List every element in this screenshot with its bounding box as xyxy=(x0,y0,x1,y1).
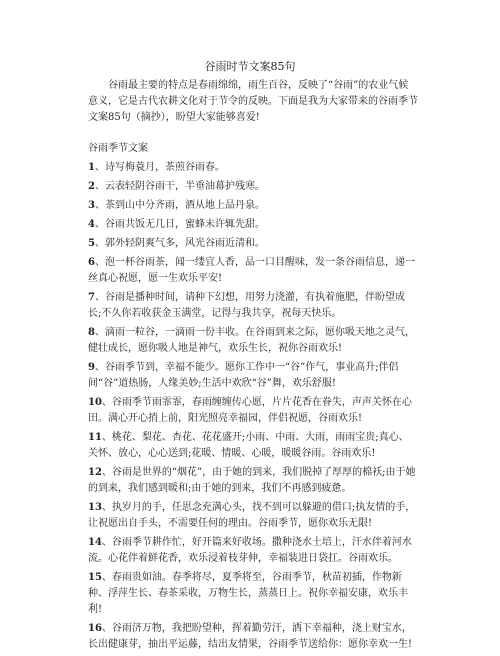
item-text: 、谷雨共饭无几日，蜜蜂未许辄先甜。 xyxy=(94,219,265,230)
item-number: 7 xyxy=(88,292,95,303)
item-number: 1 xyxy=(88,162,95,173)
item-text: 、谷雨季节耕作忙，好开篇来好收场。撒种浇水土培上，汗水伴着河水流。心花伴着鲜花香，欢乐浸着枝芽伸，幸福装进日袋扛。谷雨欢乐。 xyxy=(88,537,412,564)
list-item xyxy=(88,535,418,567)
item-text: 、谷雨季节到，幸福不能少。愿你工作中一“谷”作气，事业高升;伴侣间“谷”道热肠，人缘美妙;生活中欢欣“谷”舞，欢乐舒服! xyxy=(88,362,399,389)
item-text: 、茶到山中分齐雨，酒从地上品丹泉。 xyxy=(94,200,265,211)
list-item xyxy=(88,360,418,392)
item-text: 、桃花、梨花、杏花、花花盛开;小雨、中雨、大雨，雨雨宝贵;真心、关怀、放心，心心送到;花暖、情暖、心暖，暖暖谷雨。谷雨欢乐! xyxy=(88,432,409,459)
item-number: 9 xyxy=(88,362,95,373)
item-number: 15 xyxy=(88,572,102,583)
item-number: 3 xyxy=(88,200,95,211)
item-number: 6 xyxy=(88,257,95,268)
list-item xyxy=(88,198,418,214)
list-item xyxy=(88,465,418,497)
item-text: 、谷雨是世界的“烟花”，由于她的到来，我们脱掉了厚厚的棉袄;由于她的到来，我们感到暖和;由于她的到来，我们不再感到疲惫。 xyxy=(88,467,416,494)
list-item xyxy=(88,430,418,462)
list-item xyxy=(88,621,418,653)
item-number: 14 xyxy=(88,537,102,548)
item-text: 、云表轻阴谷雨干，半垂油幕护残寒。 xyxy=(94,181,265,192)
item-number: 2 xyxy=(88,181,95,192)
list-item xyxy=(88,255,418,287)
item-text: 、春雨贵如油。春季将尽，夏季将至，谷雨季节，秋苗初插，作物新种、浮萍生长、春茶采收，万物生长，蒸蒸日上。祝你幸福安康，欢乐丰利! xyxy=(88,572,408,615)
item-number: 4 xyxy=(88,219,95,230)
item-text: 、谷雨季节雨霏霏，春雨缠缠传心愿，片片花香在眷失，声声关怀在心田。满心开心捎上前，阳光照亮幸福园，伴侣祝愿，谷雨欢乐! xyxy=(88,397,412,424)
list-item xyxy=(88,160,418,176)
intro-paragraph: 谷雨最主要的特点是春雨绵绵，雨生百谷，反映了“谷雨”的农业气候意义，它是古代农耕文化对于节令的反映。下面是我为大家带来的谷雨季节文案85句（摘抄），盼望大家能够喜爱! xyxy=(88,80,418,123)
list-item xyxy=(88,570,418,618)
item-text: 、泡一杯谷雨茶，闻一缕宜人香，品一口目醒味，发一条谷雨信息，递一丝真心祝愿，愿一生欢乐平安! xyxy=(88,257,415,284)
item-text: 、滴雨一粒谷，一滴雨一份丰收。在谷雨到来之际，愿你吸天地之灵气，健壮成长，愿你吸人地是神气，欢乐生长，祝你谷雨欢乐! xyxy=(88,327,415,354)
list-item xyxy=(88,290,418,322)
item-text: 、诗写梅蓑月，茶煎谷雨春。 xyxy=(94,162,225,173)
item-text: 、谷雨济万物，我把盼望种，挥着勤劳汗，洒下幸福种，浇上财宝水，长出健康芽，抽出平运藤，结出友情果，谷雨季节送给你：愿你幸欢一生! xyxy=(88,623,413,650)
item-number: 5 xyxy=(88,238,95,249)
item-number: 10 xyxy=(88,397,102,408)
list-item xyxy=(88,325,418,357)
document-title: 谷雨时节文案85句 xyxy=(204,60,296,73)
item-number: 12 xyxy=(88,467,102,478)
item-number: 16 xyxy=(88,623,102,634)
list-item xyxy=(88,179,418,195)
list-item xyxy=(88,395,418,427)
item-text: 、谷雨是播种时间，请种下幻想，用努力浇灌，有执着施肥，伴盼望成长;不久你若收获金玉满堂，记得与我共享，祝每天快乐。 xyxy=(88,292,405,319)
list-item xyxy=(88,236,418,252)
item-number: 8 xyxy=(88,327,95,338)
quote-list xyxy=(88,160,418,656)
item-text: 、郭外轻阴爽气多，风光谷雨近清和。 xyxy=(94,238,265,249)
list-item xyxy=(88,500,418,532)
section-heading: 谷雨季节文案 xyxy=(88,143,148,154)
item-text: 、执岁月的手，任思念充满心头，找不到可以躲避的借口;执友情的手，让祝愿出自手头，不需要任何的理由。谷雨季节，愿你欢乐无限! xyxy=(88,502,416,529)
item-number: 11 xyxy=(88,432,102,443)
list-item xyxy=(88,217,418,233)
item-number: 13 xyxy=(88,502,102,513)
